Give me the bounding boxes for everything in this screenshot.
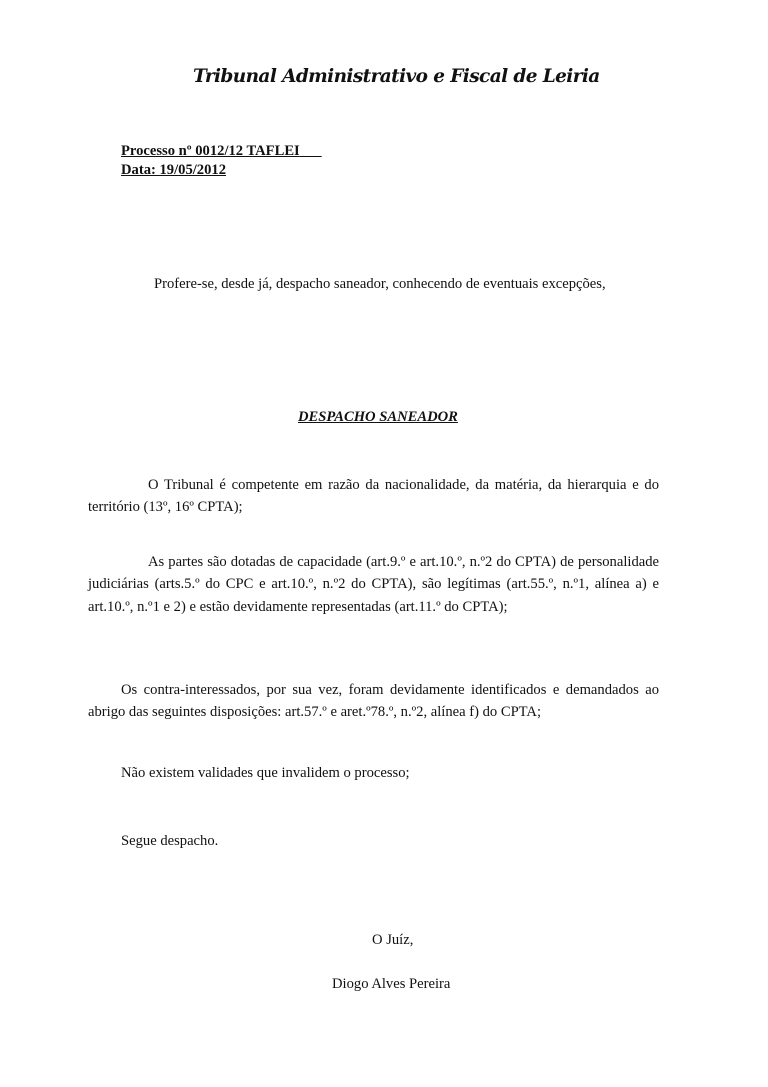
paragraph-text: O Tribunal é competente em razão da nacionalidade, da matéria, da hierarquia e do território (13º, 16º CPTA);: [88, 477, 659, 516]
paragraph-counterparties: [88, 679, 659, 724]
process-number-text: Processo nº 0012/12 TAFLEI: [121, 143, 300, 159]
intro-text: Profere-se, desde já, despacho saneador, conhecendo de eventuais excepções,: [154, 276, 606, 292]
closing-text: Segue despacho.: [121, 833, 219, 849]
no-invalidity-text: Não existem validades que invalidem o processo;: [121, 765, 410, 781]
process-underline-fill: [300, 143, 322, 159]
process-number: [121, 143, 322, 160]
court-title: Tribunal Administrativo e Fiscal de Leiria: [193, 66, 600, 87]
paragraph-text: Os contra-interessados, por sua vez, foram devidamente identificados e demandados ao abrigo das seguintes disposições: art.57.º e aret.º78.º, n.º2, alínea f) do CPTA;: [88, 682, 659, 721]
section-heading: DESPACHO SANEADOR: [298, 409, 458, 425]
process-date: Data: 19/05/2012: [121, 162, 226, 178]
paragraph-parties: [88, 551, 659, 618]
paragraph-text: As partes são dotadas de capacidade (art.9.º e art.10.º, n.º2 do CPTA) de personalidade judiciárias (arts.5.º do CPC e art.10.º, n.º2 do CPTA), são legítimas (art.55.º, n.º1, alínea a) e art.10.º, n.º1 e 2) e estão devidamente representadas (art.11.º do CPTA);: [88, 554, 659, 615]
signature-name: Diogo Alves Pereira: [332, 976, 451, 992]
signature-role: O Juíz,: [372, 932, 414, 948]
paragraph-competence: [88, 474, 659, 519]
